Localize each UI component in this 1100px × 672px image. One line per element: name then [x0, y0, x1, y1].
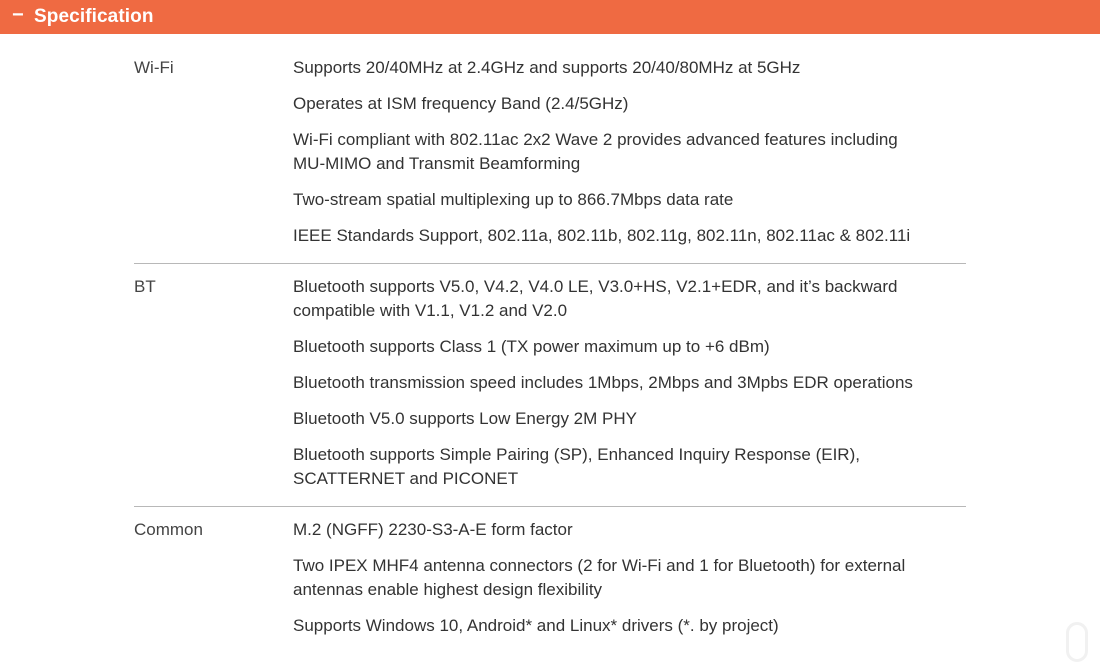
- spec-item: Wi-Fi compliant with 802.11ac 2x2 Wave 2 provides advanced features including MU-MIMO and Transmit Beamforming: [293, 130, 898, 173]
- spec-label-common: Common: [134, 520, 203, 539]
- spec-item: Two-stream spatial multiplexing up to 866.7Mbps data rate: [293, 190, 734, 209]
- spec-list-common: [293, 518, 933, 650]
- spec-item: Operates at ISM frequency Band (2.4/5GHz): [293, 94, 629, 113]
- specification-header[interactable]: [0, 0, 1100, 34]
- spec-label-bt: BT: [134, 277, 156, 296]
- spec-section-common: [134, 506, 966, 653]
- spec-list-wifi: [293, 56, 933, 260]
- spec-item: Bluetooth supports Class 1 (TX power maximum up to +6 dBm): [293, 337, 770, 356]
- spec-item: Supports Windows 10, Android* and Linux* drivers (*. by project): [293, 616, 779, 635]
- section-title: Specification: [34, 6, 154, 27]
- spec-item: IEEE Standards Support, 802.11a, 802.11b, 802.11g, 802.11n, 802.11ac & 802.11i: [293, 226, 911, 245]
- spec-item: Bluetooth supports Simple Pairing (SP), Enhanced Inquiry Response (EIR), SCATTERNET and PICONET: [293, 445, 860, 488]
- spec-item: M.2 (NGFF) 2230-S3-A-E form factor: [293, 520, 573, 539]
- spec-section-bt: [134, 263, 966, 506]
- spec-list-bt: [293, 275, 933, 503]
- spec-item: Supports 20/40MHz at 2.4GHz and supports 20/40/80MHz at 5GHz: [293, 58, 801, 77]
- spec-item: Two IPEX MHF4 antenna connectors (2 for Wi-Fi and 1 for Bluetooth) for external antennas enable highest design flexibility: [293, 556, 906, 599]
- collapse-icon[interactable]: −: [12, 4, 24, 26]
- spec-section-wifi: [134, 49, 966, 263]
- spec-item: Bluetooth transmission speed includes 1Mbps, 2Mbps and 3Mpbs EDR operations: [293, 373, 913, 392]
- spec-item: Bluetooth V5.0 supports Low Energy 2M PHY: [293, 409, 637, 428]
- watermark-logo-icon: [1066, 622, 1088, 662]
- spec-label-wifi: Wi-Fi: [134, 58, 174, 77]
- specification-table: [134, 49, 966, 653]
- spec-item: Bluetooth supports V5.0, V4.2, V4.0 LE, V3.0+HS, V2.1+EDR, and it’s backward compatible with V1.1, V1.2 and V2.0: [293, 277, 898, 320]
